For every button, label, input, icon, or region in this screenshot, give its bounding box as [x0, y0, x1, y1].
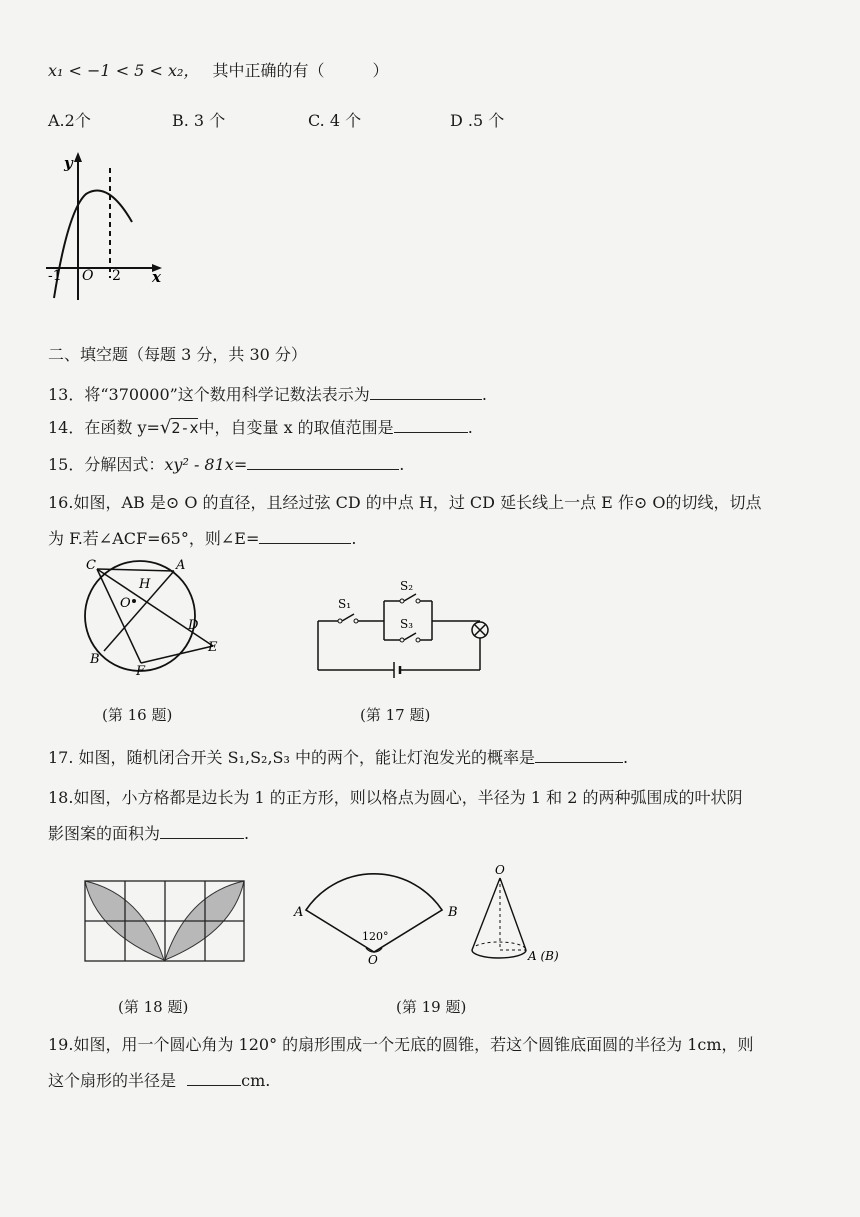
cone-base-label: A (B)	[528, 949, 559, 963]
fig16-circle-diagram	[74, 555, 244, 685]
switch-s1	[342, 614, 354, 621]
q16-line1: 16.如图，AB 是⊙ O 的直径，且经过弦 CD 的中点 H，过 CD 延长线上一点 E 作⊙ O的切线，切点	[48, 493, 762, 512]
q19-end: cm.	[241, 1071, 271, 1090]
tick-2: 2	[112, 268, 121, 284]
q16-line2-wrap	[48, 526, 356, 549]
q12-inequality: x₁ < −1 < 5 < x₂，	[48, 61, 200, 80]
q19-line2-wrap	[48, 1068, 270, 1091]
q13-text: 13．将“370000”这个数用科学记数法表示为	[48, 385, 370, 404]
s1-node-a	[338, 619, 342, 623]
caption-q19: (第 19 题)	[396, 998, 467, 1016]
q16-line2: 为 F.若∠ACF=65°，则∠E=	[48, 529, 260, 548]
q14-radicand: 2-x	[171, 419, 199, 437]
y-label: y	[64, 154, 73, 172]
q13-end: .	[481, 385, 487, 404]
label-c: C	[86, 558, 96, 573]
label-a: A	[176, 558, 186, 573]
q16-end: .	[351, 529, 357, 548]
q12-option-d: D .5 个	[450, 111, 505, 130]
q19-line1: 19.如图，用一个圆心角为 120° 的扇形围成一个无底的圆锥，若这个圆锥底面圆的半径为 1cm，则	[48, 1035, 754, 1054]
q15	[48, 452, 404, 475]
q14-answer-blank[interactable]	[394, 418, 468, 433]
label-f: F	[136, 664, 146, 679]
q17	[48, 745, 628, 768]
tick-neg1: -1	[48, 268, 62, 284]
q12-option-a: A.2个	[48, 111, 91, 130]
q12-option-c: C. 4 个	[308, 111, 362, 130]
cone-apex-label: O	[495, 863, 505, 877]
q17-answer-blank[interactable]	[535, 748, 623, 763]
label-b: B	[448, 905, 458, 920]
section2-title: 二、填空题（每题 3 分，共 30 分）	[48, 345, 307, 364]
q15-pre: 15．分解因式：	[48, 455, 165, 474]
fig19-sector-cone	[292, 860, 582, 970]
q15-answer-blank[interactable]	[247, 455, 399, 470]
s3-node-a	[400, 638, 404, 642]
q15-end: .	[399, 455, 405, 474]
label-b: B	[90, 652, 100, 667]
label-angle: 120°	[362, 930, 389, 943]
label-s2: S₂	[400, 579, 414, 593]
q17-end: .	[623, 748, 629, 767]
label-a: A	[294, 905, 304, 920]
q14	[48, 415, 473, 438]
q13-answer-blank[interactable]	[370, 385, 482, 400]
q12-question-text: 其中正确的有（ ）	[212, 61, 389, 80]
s1-node-b	[354, 619, 358, 623]
label-o: O	[368, 953, 378, 967]
q13	[48, 382, 487, 405]
q12-inequality-line	[48, 58, 389, 81]
label-d: D	[188, 618, 199, 633]
q19-line2: 这个扇形的半径是	[48, 1071, 177, 1090]
q14-pre: 14．在函数 y=	[48, 418, 160, 437]
q15-expr: xy² - 81x=	[164, 455, 248, 474]
x-label: x	[152, 268, 161, 286]
q18-line1: 18.如图，小方格都是边长为 1 的正方形，则以格点为圆心，半径为 1 和 2 的两种弧围成的叶状阴	[48, 788, 743, 807]
y-axis-arrow	[74, 152, 82, 162]
cone-base-back	[472, 942, 526, 950]
caption-q17: (第 17 题)	[360, 706, 431, 724]
sqrt-icon: √	[159, 417, 172, 438]
q18-end: .	[244, 824, 250, 843]
fig17-circuit-diagram	[312, 578, 502, 678]
s3-node-b	[416, 638, 420, 642]
label-o: O	[120, 596, 131, 611]
origin-label: O	[82, 268, 94, 284]
label-e: E	[208, 640, 218, 655]
caption-q16: (第 16 题)	[102, 706, 173, 724]
center-point	[132, 599, 136, 603]
q14-post: 中，自变量 x 的取值范围是	[198, 418, 394, 437]
q18-line2: 影图案的面积为	[48, 824, 161, 843]
q12-option-b: B. 3 个	[172, 111, 226, 130]
q18-line2-wrap	[48, 821, 249, 844]
label-s1: S₁	[338, 597, 352, 611]
label-s3: S₃	[400, 617, 414, 631]
cone-edge-right	[500, 878, 526, 950]
q19-answer-blank[interactable]	[187, 1071, 241, 1086]
q18-answer-blank[interactable]	[160, 824, 244, 839]
cone-base-front	[472, 950, 526, 958]
tangent-fe	[141, 646, 213, 663]
cone-edge-left	[472, 878, 500, 950]
q17-text: 17. 如图，随机闭合开关 S₁,S₂,S₃ 中的两个，能让灯泡发光的概率是	[48, 748, 536, 767]
s2-node-a	[400, 599, 404, 603]
s2-node-b	[416, 599, 420, 603]
caption-q18: (第 18 题)	[118, 998, 189, 1016]
q14-end: .	[467, 418, 473, 437]
switch-s2	[404, 594, 416, 601]
q16-answer-blank[interactable]	[259, 529, 351, 544]
fig18-leaf-grid	[84, 880, 246, 964]
label-h: H	[139, 577, 151, 592]
switch-s3	[404, 633, 416, 640]
q12-parabola-graph	[40, 150, 180, 310]
